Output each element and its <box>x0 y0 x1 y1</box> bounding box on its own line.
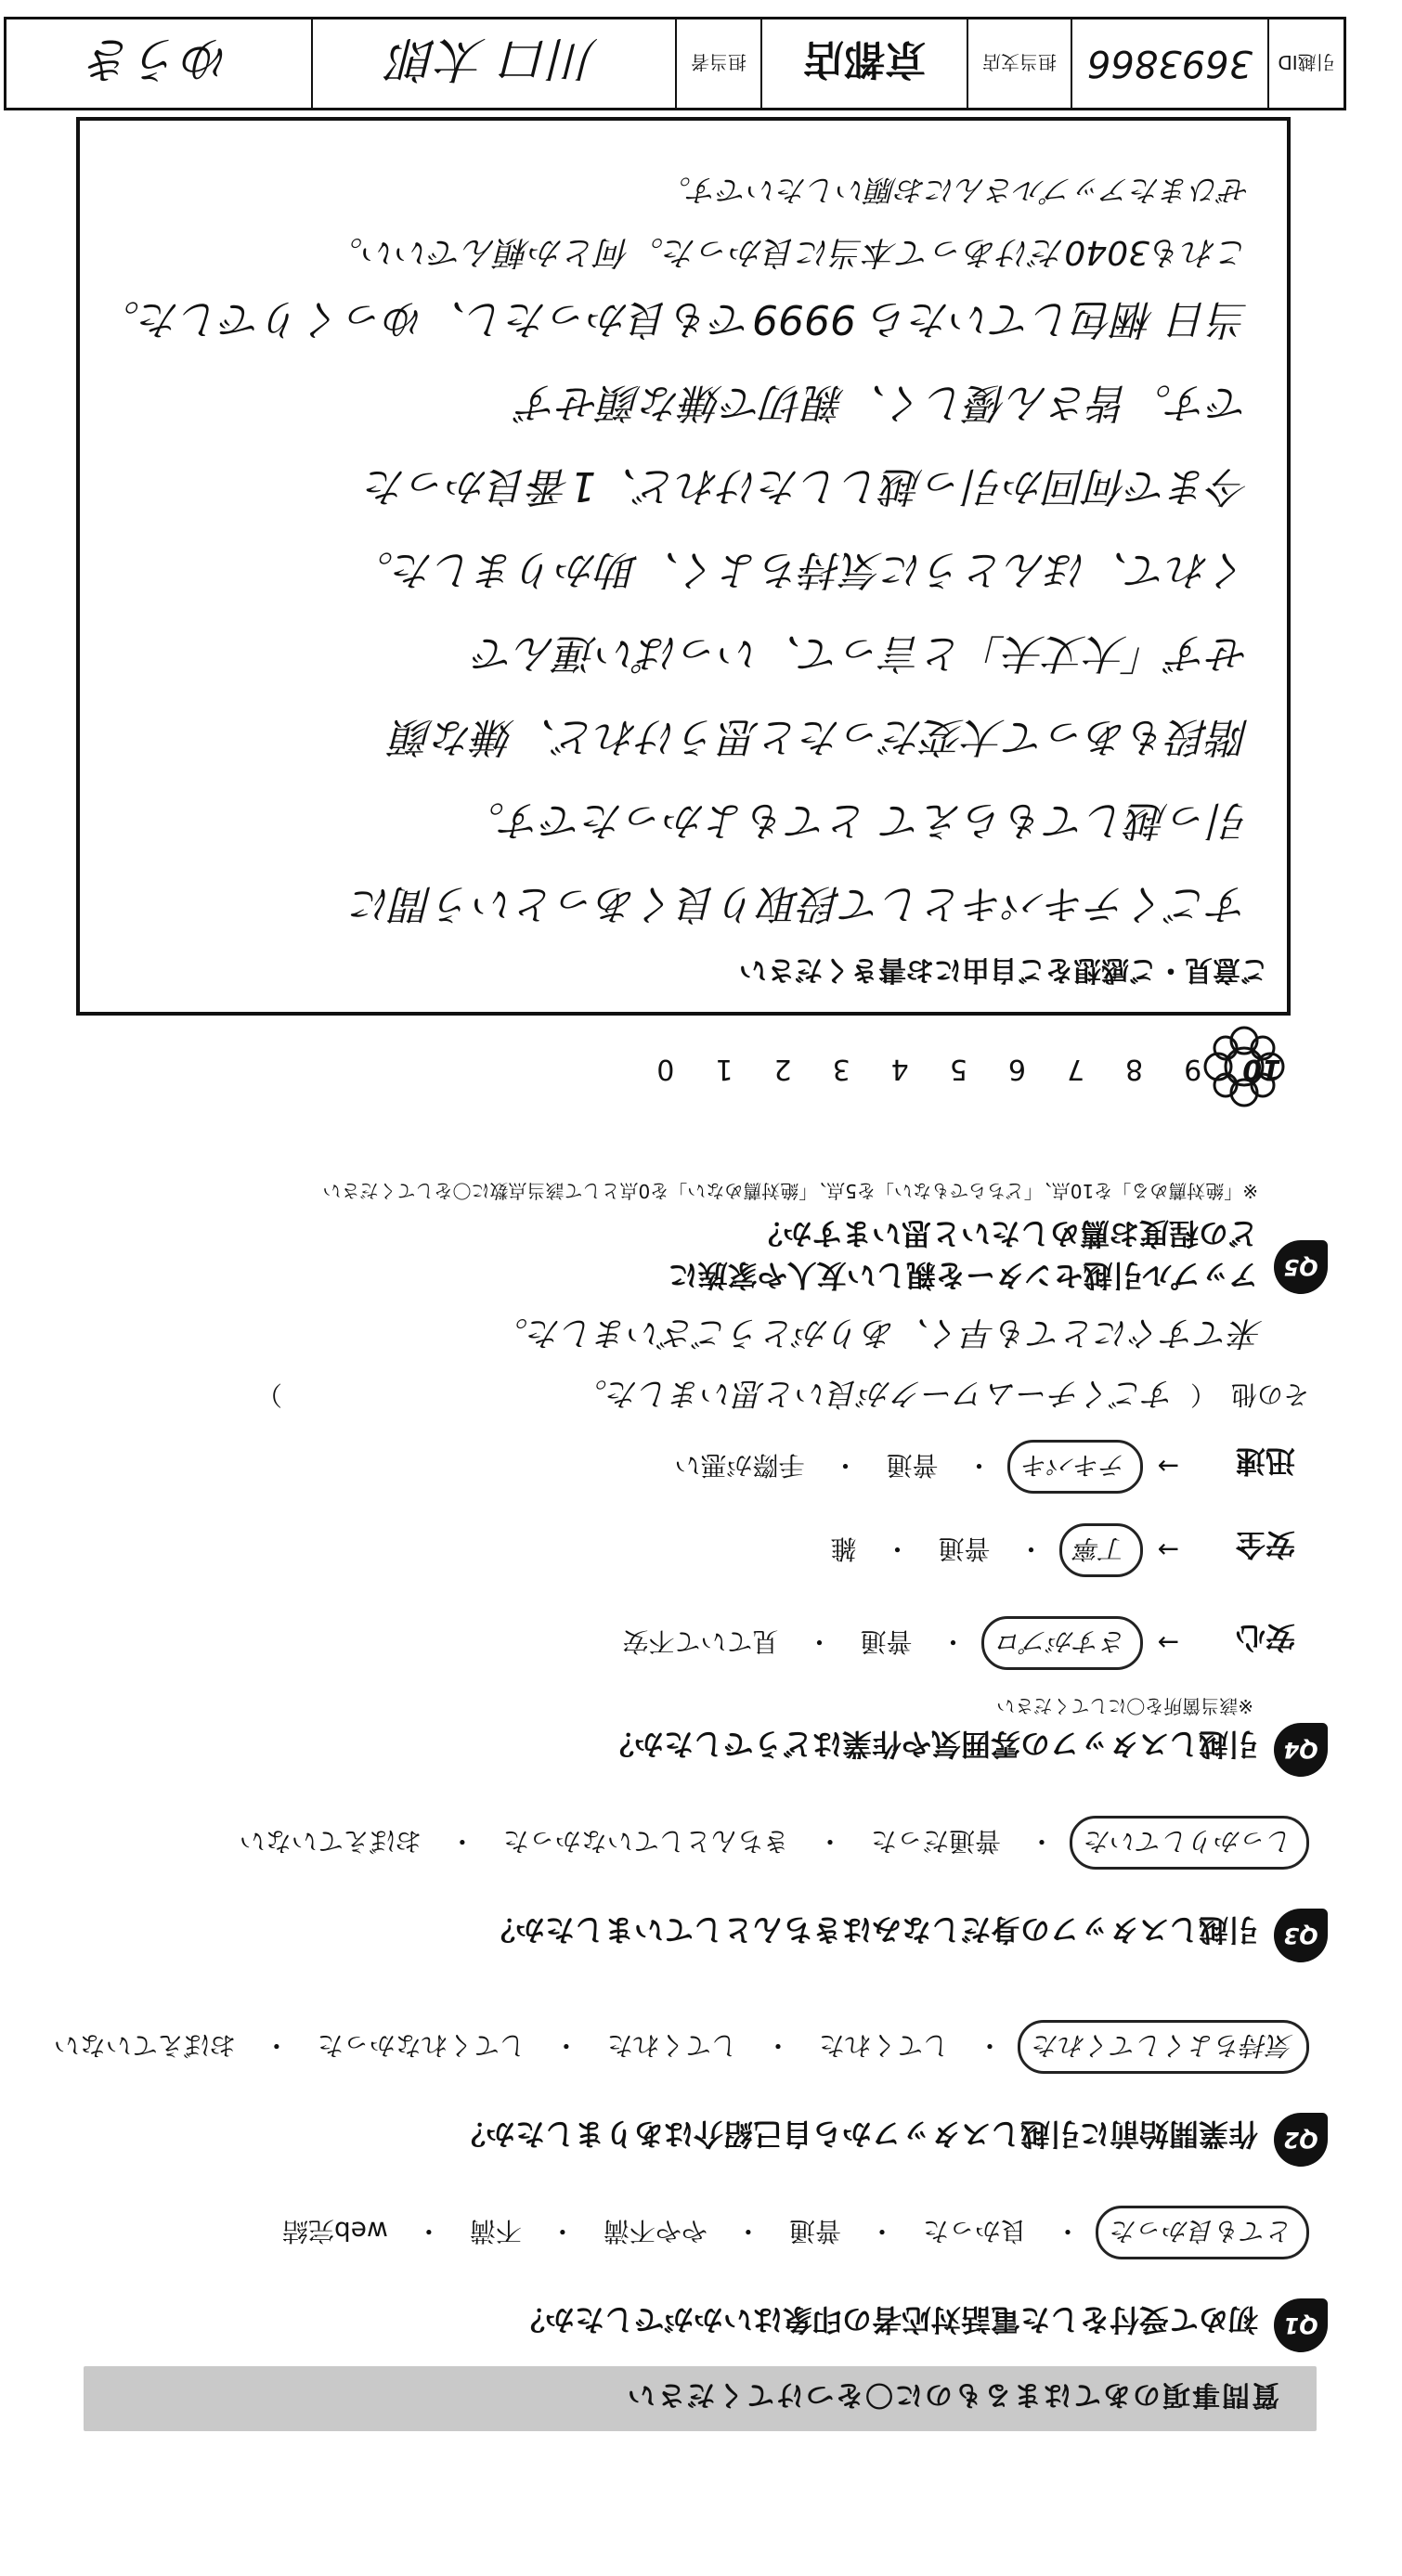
q3-option[interactable]: おぼえていない <box>239 1826 422 1857</box>
q5-score[interactable]: 3 <box>832 1053 850 1085</box>
q2-option[interactable]: してくれなかった <box>317 2030 526 2061</box>
comment-line: せず「大丈夫」と言って、いっぱい運んで <box>474 629 1250 677</box>
q5-score[interactable]: 8 <box>1125 1053 1144 1085</box>
q4-option-selected[interactable]: 丁寧 <box>1059 1523 1143 1577</box>
q1-option[interactable]: 不満 <box>469 2216 522 2246</box>
q2-question: 作業開始前に引越しスタッフから自己紹介はありましたか？ <box>455 2116 1258 2152</box>
comment-line: ぜひまたアップルさんにお願いしたいです。 <box>661 173 1250 208</box>
q2-option[interactable]: してくれた <box>818 2030 949 2061</box>
q3-options: しっかりしていた ・ 普通だった ・ きちんとしていなかった ・ おぼえていない <box>227 1816 1309 1870</box>
q5-question-line1: アップル引越センターを親しい友人や家族に <box>668 1258 1258 1293</box>
q4-other-row: その他 （ すごくチームワークが良いと思いました。 ） <box>256 1374 1309 1419</box>
comment-line: すごくテキパキとして段取り良くあっという間に <box>351 880 1250 927</box>
instruction-text: 質問事項のあてはまるものに〇をつけてください <box>626 2378 1279 2411</box>
q1-option[interactable]: 普通 <box>788 2216 841 2246</box>
q3-option[interactable]: きちんとしていなかった <box>502 1826 789 1857</box>
q1-option[interactable]: web完結 <box>281 2216 388 2246</box>
q1-badge: Q1 <box>1274 2298 1328 2352</box>
q3-question: 引越しスタッフの身だしなみはきちんとしていましたか？ <box>485 1912 1258 1948</box>
q4-other-label: その他 <box>1230 1379 1309 1411</box>
q3-option[interactable]: 普通だった <box>870 1826 1001 1857</box>
q4-row-label: 安全 <box>1235 1527 1295 1562</box>
handwritten-extra: 来てすぐにとても早く、ありがとうございました。 <box>494 1314 1263 1352</box>
q4-row-options: → テキパキ ・ 普通 ・ 手際が悪い <box>661 1440 1179 1494</box>
q1-options: とても良かった ・ 良かった ・ 普通 ・ やや不満 ・ 不満 ・ web完結 <box>269 2206 1309 2259</box>
q4-badge: Q4 <box>1274 1723 1328 1777</box>
q4-row-options: → さすがプロ ・ 普通 ・ 見ていて不安 <box>609 1616 1179 1670</box>
branch-label: 担当支店 <box>967 19 1071 108</box>
comment-title: ご意見・ご感想をご自由にお書きください <box>739 953 1268 986</box>
comment-line: 引っ越してもらえて とてもよかったです。 <box>463 796 1250 844</box>
q5-score[interactable]: 0 <box>656 1053 675 1085</box>
q4-question: 引越しスタッフの雰囲気や作業はどうでしたか？ <box>604 1727 1258 1762</box>
q4-option[interactable]: 手際が悪い <box>674 1450 805 1481</box>
q5-question-line2: どの程度お薦めしたいと思いますか？ <box>752 1216 1258 1251</box>
q2-option-selected[interactable]: 気持ちよくしてくれた <box>1018 2020 1309 2074</box>
q5-score[interactable]: 9 <box>1184 1053 1202 1085</box>
comment-box[interactable] <box>76 117 1291 1016</box>
q5-score-row <box>656 1053 1281 1085</box>
comment-line: くれて、ほんとうに気持ちよく、助かりました。 <box>352 546 1250 593</box>
id-table <box>4 17 1346 110</box>
q4-option[interactable]: 雑 <box>830 1534 857 1564</box>
q2-option[interactable]: してくれた <box>606 2030 737 2061</box>
q5-score[interactable]: 7 <box>1066 1053 1085 1085</box>
q4-row-label: 安心 <box>1235 1620 1295 1655</box>
comment-line: これも3040だけあって本当に良かった。何とか頼んでいい。 <box>329 233 1250 271</box>
q5-badge: Q5 <box>1274 1240 1328 1294</box>
q4-note: ※該当箇所を〇にしてください <box>996 1695 1253 1717</box>
comment-line: 今まで何回か引っ越ししたけれど、1番良かった <box>366 462 1250 510</box>
q5-score[interactable]: 4 <box>890 1053 909 1085</box>
q4-row-label: 迅速 <box>1235 1443 1295 1479</box>
q5-score[interactable]: 6 <box>1007 1053 1026 1085</box>
q2-options: 気持ちよくしてくれた ・ してくれた ・ してくれた ・ してくれなかった ・ おぼえていない <box>41 2020 1309 2074</box>
q4-option[interactable]: 見ていて不安 <box>622 1626 779 1657</box>
q1-option-selected[interactable]: とても良かった <box>1096 2206 1309 2259</box>
q5-note: ※「絶対薦める」を10点、「どちらでもない」を5点、「絶対薦めない」を0点として該当点数に〇をしてください <box>322 1180 1258 1202</box>
q2-option[interactable]: おぼえていない <box>53 2030 236 2061</box>
q5-score[interactable]: 5 <box>949 1053 967 1085</box>
q3-option-selected[interactable]: しっかりしていた <box>1070 1816 1309 1870</box>
q5-score[interactable]: 2 <box>773 1053 792 1085</box>
branch-logo: 京都店 <box>760 19 967 108</box>
q4-other-text[interactable]: すごくチームワークが良いと思いました。 <box>575 1375 1175 1412</box>
q4-option-selected[interactable]: さすがプロ <box>981 1616 1143 1670</box>
comment-line: です。皆さん優しく、親切で嫌な顔せず <box>518 379 1250 426</box>
q1-option[interactable]: やや不満 <box>603 2216 707 2246</box>
order-id-value: 3693866 <box>1071 19 1267 108</box>
q1-question: 初めて受付をした電話対応者の印象はいかがでしたか？ <box>514 2302 1258 2337</box>
q4-option-selected[interactable]: テキパキ <box>1007 1440 1143 1494</box>
q4-option[interactable]: 普通 <box>886 1450 939 1481</box>
comment-line: 当日 梱包していたら 9999でも良かったし、ゆっくりでした。 <box>98 295 1250 343</box>
q3-badge: Q3 <box>1274 1909 1328 1962</box>
comment-line: 階段もあって大変だったと思うけれど、嫌な顔 <box>392 713 1250 760</box>
q4-option[interactable]: 普通 <box>938 1534 991 1564</box>
q5-score-selected[interactable]: 10 <box>1242 1053 1281 1085</box>
q1-option[interactable]: 良かった <box>922 2216 1027 2246</box>
q4-row-options: → 丁寧 ・ 普通 ・ 雑 <box>817 1523 1179 1577</box>
q4-option[interactable]: 普通 <box>860 1626 913 1657</box>
signature: ゆうき <box>86 31 232 86</box>
q5-score[interactable]: 1 <box>715 1053 733 1085</box>
order-id-label: 引越ID <box>1267 19 1344 108</box>
staff-name: 川口 太郎 <box>311 19 675 108</box>
q2-badge: Q2 <box>1274 2113 1328 2167</box>
instruction-banner <box>84 2366 1317 2431</box>
staff-label: 担当者 <box>675 19 760 108</box>
